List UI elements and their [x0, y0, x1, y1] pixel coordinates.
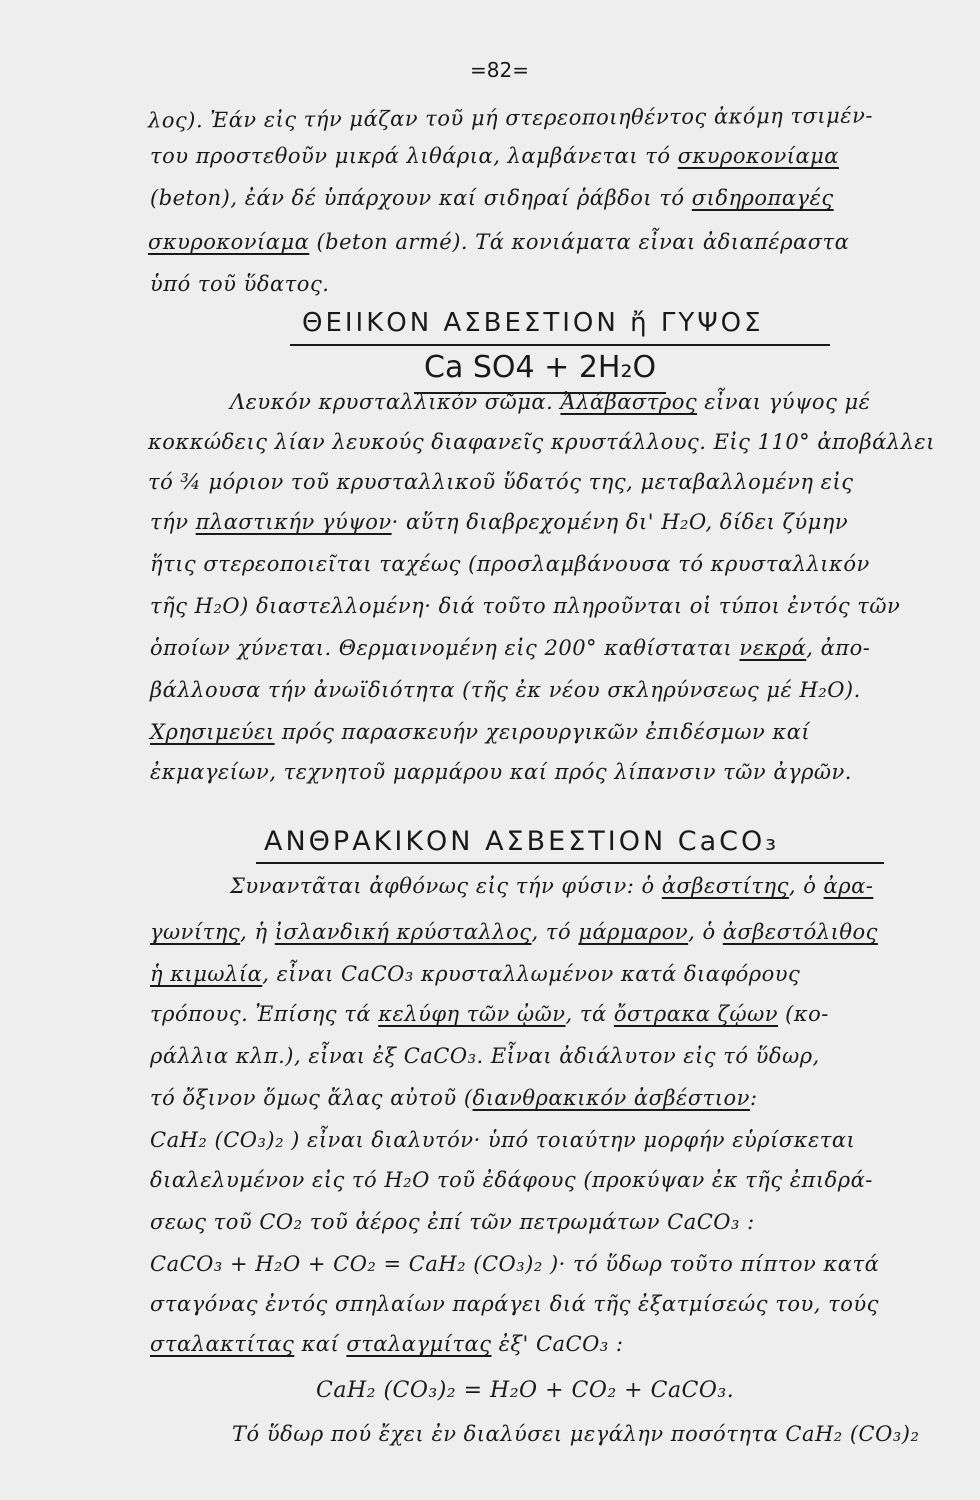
text-line: τήν πλαστικήν γύψον· αὕτη διαβρεχομένη δι' H₂O, δίδει ζύμην [150, 510, 849, 534]
term-alabastros: Ἀλάβαστρος [560, 390, 698, 414]
text-line: τῆς H₂O) διαστελλομένη· διά τοῦτο πληροῦνται οἱ τύποι ἐντός τῶν [150, 594, 901, 618]
term-aragonitis: ἀρα- [823, 874, 874, 898]
text-line: βάλλουσα τήν ἀνωϊδιότητα (τῆς ἐκ νέου σκληρύνσεως μέ H₂O). [150, 678, 861, 702]
term-stalagmites: σταλαγμίτας [346, 1332, 492, 1356]
formula-bicarbonate: CaH₂ (CO₃)₂ = H₂O + CO₂ + CaCO₃. [316, 1378, 735, 1403]
term-marmaron: μάρμαρον [578, 920, 689, 944]
text-line: ἥτις στερεοποιεῖται ταχέως (προσλαμβάνουσα τό κρυσταλλικόν [150, 552, 870, 576]
text-line: σταλακτίτας καί σταλαγμίτας ἐξ' CaCO₃ : [150, 1332, 624, 1356]
text-line: ἡ κιμωλία, εἶναι CaCO₃ κρυσταλλωμένον κατά διαφόρους [150, 962, 801, 986]
text-line: Τό ὕδωρ πού ἔχει ἐν διαλύσει μεγάλην ποσότητα CaH₂ (CO₃)₂ [232, 1422, 920, 1446]
term-eggshells: κελύφη τῶν ᾠῶν [378, 1002, 566, 1026]
section-heading-gypsum: ΘΕΙΙΚΟΝ ΑΣΒΕΣΤΙΟΝ ἤ ΓΥΨΟΣ [302, 308, 764, 338]
term-iceland-crystal: ἰσλανδική κρύσταλλος [274, 920, 532, 944]
text-line: τό ¾ μόριον τοῦ κρυσταλλικοῦ ὕδατός της, μεταβαλλομένη εἰς [148, 470, 854, 494]
text-line: τρόπους. Ἐπίσης τά κελύφη τῶν ᾠῶν, τά ὄστρακα ζῴων (κο- [150, 1002, 829, 1026]
text-line: Λευκόν κρυσταλλικόν σῶμα. Ἀλάβαστρος εἶναι γύψος μέ [230, 390, 871, 414]
term-skyrokoniama: σκυροκονίαμα [677, 144, 839, 168]
heading-underline-2 [256, 862, 884, 864]
text-line: κοκκώδεις λίαν λευκούς διαφανεῖς κρυστάλλους. Εἰς 110° ἀποβάλλει [148, 430, 935, 454]
text-line: ἐκμαγείων, τεχνητοῦ μαρμάρου καί πρός λίπανσιν τῶν ἀγρῶν. [150, 760, 852, 784]
heading-underline [290, 344, 830, 346]
term-sidiropages: σιδηροπαγές [691, 186, 834, 210]
term-nekra: νεκρά [739, 636, 807, 660]
text-line: λος). Ἐάν εἰς τήν μάζαν τοῦ μή στερεοποιηθέντος ἀκόμη τσιμέν- [147, 103, 873, 133]
text-line: Χρησιμεύει πρός παρασκευήν χειρουργικῶν ἐπιδέσμων καί [150, 720, 811, 744]
formula-gypsum: Ca SO4 + 2H₂O [424, 350, 657, 385]
text-line: (beton), ἐάν δέ ὑπάρχουν καί σιδηραί ῥάβδοι τό σιδηροπαγές [150, 186, 834, 210]
text-line: σκυροκονίαμα (beton armé). Τά κονιάματα εἶναι ἀδιαπέραστα [148, 230, 850, 254]
text-line: γωνίτης, ἡ ἰσλανδική κρύσταλλος, τό μάρμαρον, ὁ ἀσβεστόλιθος [150, 920, 878, 944]
text-line: CaH₂ (CO₃)₂ ) εἶναι διαλυτόν· ὑπό τοιαύτην μορφήν εὑρίσκεται [150, 1128, 856, 1152]
term-bicarbonate: διανθρακικόν ἀσβέστιον [472, 1086, 750, 1110]
term-kimolia: ἡ κιμωλία [150, 962, 263, 986]
term-ostraka: ὄστρακα ζῴων [613, 1002, 778, 1026]
term-skyrokoniama-2: σκυροκονίαμα [148, 230, 310, 254]
text-line: ὁποίων χύνεται. Θερμαινομένη εἰς 200° καθίσταται νεκρά, ἀπο- [150, 636, 871, 660]
term-stalaktites: σταλακτίτας [150, 1332, 295, 1356]
term-plastic-gypsum: πλαστικήν γύψον [195, 510, 392, 534]
text-line: Συναντᾶται ἀφθόνως εἰς τήν φύσιν: ὁ ἀσβεστίτης, ὁ ἀρα- [230, 874, 874, 898]
text-line: ράλλια κλπ.), εἶναι ἐξ CaCO₃. Εἶναι ἀδιάλυτον εἰς τό ὕδωρ, [150, 1044, 820, 1068]
text-line: ὑπό τοῦ ὕδατος. [150, 272, 330, 296]
text-line: σταγόνας ἐντός σπηλαίων παράγει διά τῆς ἐξατμίσεώς του, τούς [150, 1292, 879, 1316]
text-line: σεως τοῦ CO₂ τοῦ ἀέρος ἐπί τῶν πετρωμάτων CaCO₃ : [150, 1210, 755, 1234]
term-asvestolithos: ἀσβεστόλιθος [722, 920, 878, 944]
text-line: τό ὄξινον ὅμως ἅλας αὐτοῦ (διανθρακικόν ἀσβέστιον: [150, 1086, 758, 1110]
term-chrisimevei: Χρησιμεύει [150, 720, 275, 744]
text-line: διαλελυμένον εἰς τό H₂O τοῦ ἐδάφους (προκύψαν ἐκ τῆς ἐπιδρά- [150, 1168, 873, 1192]
text-line: του προστεθοῦν μικρά λιθάρια, λαμβάνεται τό σκυροκονίαμα [150, 144, 839, 168]
text-line: CaCO₃ + H₂O + CO₂ = CaH₂ (CO₃)₂ )· τό ὕδωρ τοῦτο πίπτον κατά [150, 1252, 880, 1276]
page-number: =82= [470, 58, 529, 82]
section-heading-calcium-carbonate: ΑΝΘΡΑΚΙΚΟΝ ΑΣΒΕΣΤΙΟΝ CaCO₃ [264, 826, 780, 857]
term-asvestitis: ἀσβεστίτης [661, 874, 789, 898]
